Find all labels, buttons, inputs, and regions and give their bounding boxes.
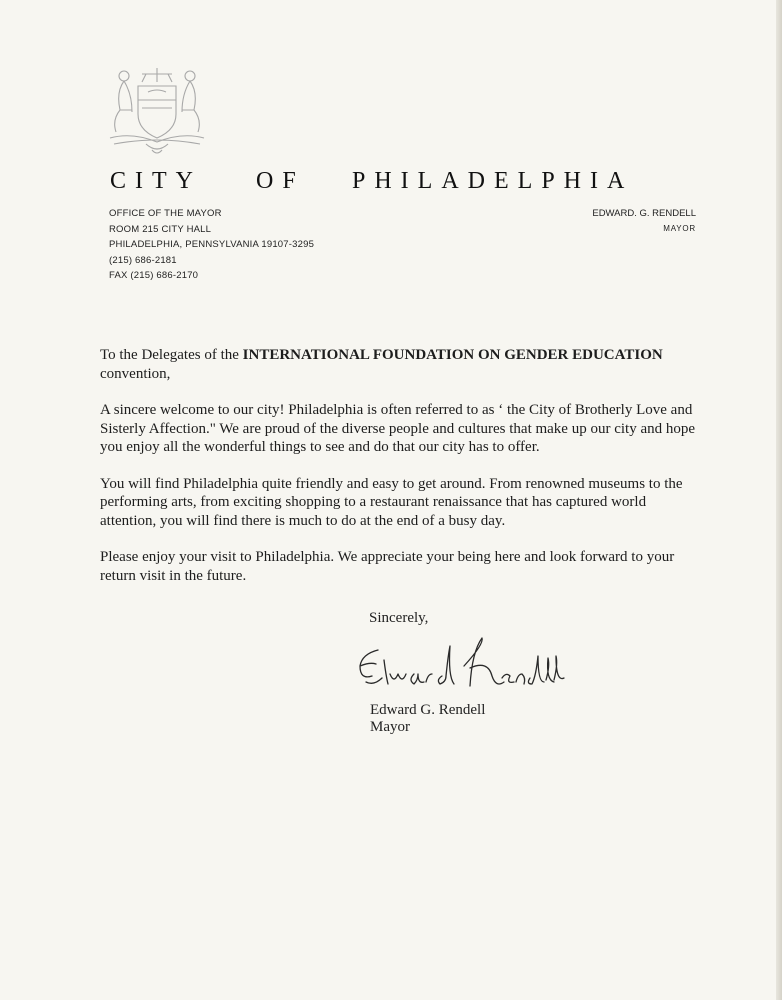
office-line: (215) 686-2181 <box>109 254 177 266</box>
letter-body <box>100 346 700 603</box>
office-line: FAX (215) 686-2170 <box>109 270 199 281</box>
mayor-name: EDWARD. G. RENDELL <box>592 208 696 219</box>
page-edge <box>776 0 782 1000</box>
signer-title: Mayor <box>370 719 410 735</box>
office-line: PHILADELPHIA, PENNSYLVANIA 19107-3295 <box>109 239 315 250</box>
title-city: CITY <box>110 168 202 194</box>
title-of: OF <box>256 168 305 194</box>
signer-block <box>370 702 485 736</box>
office-line: ROOM 215 CITY HALL <box>109 223 212 235</box>
salutation-pre: To the Delegates of the <box>100 347 243 363</box>
paragraph-1: A sincere welcome to our city! Philadelphia is often referred to as ‘ the City of Brotherly Love and Sisterly Affection." We are proud of the diverse people and cultures that make up our city and hope you enjoy all the wonderful things to see and do that our city has to offer. <box>100 402 696 455</box>
salutation-org: INTERNATIONAL FOUNDATION ON GENDER EDUCATION <box>242 347 663 363</box>
office-address <box>109 206 314 284</box>
letterhead-title <box>110 168 700 195</box>
mayor-block <box>592 206 696 236</box>
mayor-title: MAYOR <box>663 224 696 233</box>
signer-name: Edward G. Rendell <box>370 702 486 718</box>
title-philadelphia: PHILADELPHIA <box>352 168 634 194</box>
office-line: OFFICE OF THE MAYOR <box>109 208 222 219</box>
paragraph-3: Please enjoy your visit to Philadelphia. We appreciate your being here and look forward to your return visit in the future. <box>100 549 675 584</box>
salutation-post: convention, <box>100 365 171 382</box>
city-seal-emblem <box>102 62 212 158</box>
paragraph-2: You will find Philadelphia quite friendly and easy to get around. From renowned museums to the performing arts, from exciting shopping to a restaurant renaissance that has captured world attention, you will find there is much to do at the end of a busy day. <box>100 475 683 529</box>
handwritten-signature <box>354 636 566 700</box>
salutation <box>100 346 700 383</box>
closing: Sincerely, <box>369 610 429 626</box>
